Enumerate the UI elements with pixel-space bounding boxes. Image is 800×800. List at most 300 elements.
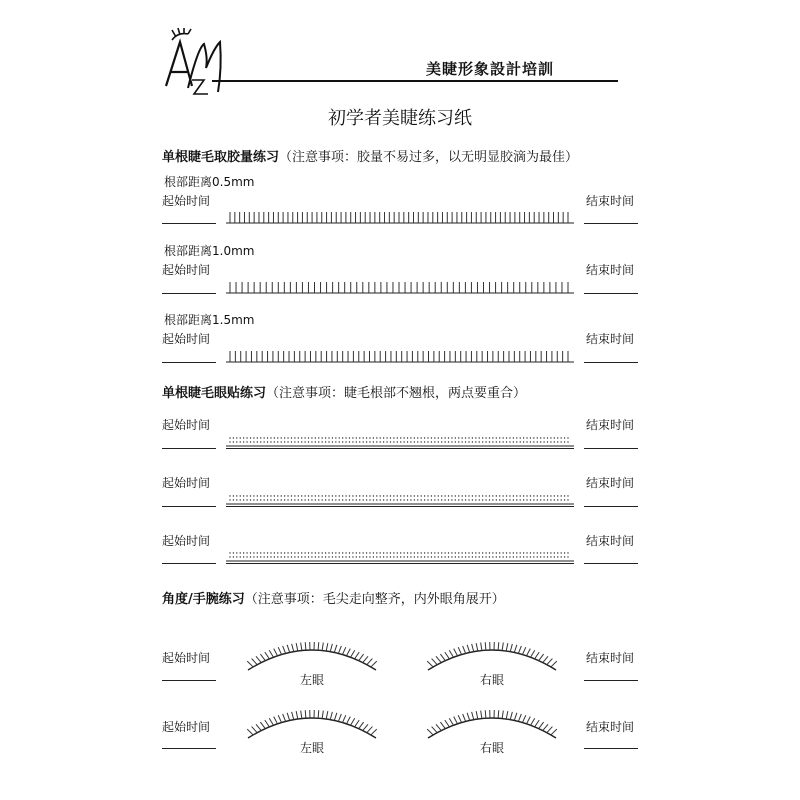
dot-mark (257, 441, 258, 442)
dot-mark (482, 552, 483, 553)
dot-mark (318, 556, 319, 557)
header-divider (212, 80, 618, 82)
eye-lash-mark (367, 659, 373, 665)
dot-mark (560, 495, 561, 496)
dot-mark (345, 495, 346, 496)
eye-lash-mark (371, 661, 377, 667)
dot-mark (417, 499, 418, 500)
eye-lash-mark (274, 649, 278, 656)
dot-mark (417, 437, 418, 438)
dot-mark (407, 499, 408, 500)
dot-mark (260, 441, 261, 442)
dot-mark (229, 552, 230, 553)
dot-mark (523, 437, 524, 438)
eye-lash-mark (551, 661, 557, 667)
end-time-label: 结束时间 (586, 534, 635, 548)
dot-mark (526, 495, 527, 496)
dot-mark (229, 495, 230, 496)
eye-lash-mark (498, 710, 499, 718)
dot-mark (352, 556, 353, 557)
dot-mark (537, 441, 538, 442)
dot-mark (318, 499, 319, 500)
dot-mark (345, 441, 346, 442)
dot-mark (475, 495, 476, 496)
eye-lash-mark (359, 654, 364, 661)
dot-mark (431, 437, 432, 438)
dot-mark (281, 495, 282, 496)
end-time-blank (584, 748, 638, 749)
dot-mark (240, 495, 241, 496)
dot-mark (547, 552, 548, 553)
dot-mark (400, 552, 401, 553)
start-time-label: 起始时间 (162, 651, 211, 665)
dot-mark (233, 556, 234, 557)
dot-mark (308, 556, 309, 557)
dot-mark (369, 441, 370, 442)
dot-mark (294, 499, 295, 500)
dot-mark (451, 437, 452, 438)
dot-mark (362, 441, 363, 442)
eye-lash-mark (445, 720, 450, 727)
dot-mark (492, 495, 493, 496)
eye-lash-mark (342, 647, 345, 654)
eye-lash-mark (527, 649, 531, 656)
dot-mark (356, 556, 357, 557)
dot-mark (441, 552, 442, 553)
dot-mark (291, 499, 292, 500)
root-distance-label: 根部距离1.5mm (164, 313, 255, 327)
dot-mark (342, 499, 343, 500)
dot-mark (438, 552, 439, 553)
dot-practice-row (226, 551, 576, 565)
dot-mark (434, 556, 435, 557)
dot-mark (520, 499, 521, 500)
dot-mark (407, 556, 408, 557)
dot-mark (444, 441, 445, 442)
dot-mark (540, 556, 541, 557)
dot-mark (369, 437, 370, 438)
eye-lash-mark (292, 644, 294, 652)
dot-mark (287, 495, 288, 496)
dot-mark (492, 441, 493, 442)
eye-lash-mark (265, 720, 270, 727)
dot-mark (301, 441, 302, 442)
dot-mark (321, 556, 322, 557)
dot-mark (274, 552, 275, 553)
dot-mark (284, 441, 285, 442)
dot-mark (506, 495, 507, 496)
dot-mark (270, 495, 271, 496)
dot-mark (328, 499, 329, 500)
dot-mark (455, 441, 456, 442)
eye-lash-mark (454, 717, 458, 724)
dot-mark (537, 552, 538, 553)
dot-mark (332, 441, 333, 442)
dot-mark (366, 552, 367, 553)
dot-mark (567, 556, 568, 557)
dot-mark (448, 499, 449, 500)
dot-mark (431, 495, 432, 496)
dot-mark (294, 437, 295, 438)
dot-mark (537, 556, 538, 557)
eye-lash-mark (269, 650, 273, 657)
end-time-blank (584, 448, 638, 449)
dot-mark (342, 552, 343, 553)
dot-mark (281, 552, 282, 553)
dot-mark (362, 495, 363, 496)
dot-mark (325, 441, 326, 442)
dot-mark (291, 556, 292, 557)
dot-mark (376, 556, 377, 557)
dot-mark (420, 499, 421, 500)
start-time-label: 起始时间 (162, 194, 211, 208)
end-time-label: 结束时间 (586, 720, 635, 734)
end-time-label: 结束时间 (586, 651, 635, 665)
eye-lash-mark (514, 645, 517, 653)
dot-mark (543, 441, 544, 442)
eye-lash-mark (287, 713, 290, 721)
dot-mark (550, 499, 551, 500)
dot-mark (250, 499, 251, 500)
dot-mark (308, 495, 309, 496)
dot-mark (376, 437, 377, 438)
dot-mark (380, 441, 381, 442)
dot-mark (513, 499, 514, 500)
dot-mark (229, 499, 230, 500)
dot-mark (366, 437, 367, 438)
dot-mark (451, 556, 452, 557)
end-time-blank (584, 563, 638, 564)
dot-mark (386, 499, 387, 500)
dot-mark (294, 552, 295, 553)
dot-mark (304, 495, 305, 496)
eye-lash-mark (522, 647, 525, 654)
end-time-blank (584, 362, 638, 363)
dot-mark (393, 499, 394, 500)
dot-mark (281, 437, 282, 438)
start-time-blank (162, 563, 216, 564)
dot-mark (523, 499, 524, 500)
dot-mark (400, 499, 401, 500)
dot-mark (304, 499, 305, 500)
dot-mark (540, 499, 541, 500)
dot-mark (383, 437, 384, 438)
dot-mark (366, 441, 367, 442)
dot-mark (465, 437, 466, 438)
dot-mark (274, 441, 275, 442)
dot-mark (540, 552, 541, 553)
dot-mark (386, 556, 387, 557)
root-distance-label: 根部距离0.5mm (164, 175, 255, 189)
dot-mark (530, 556, 531, 557)
dot-mark (468, 437, 469, 438)
dot-mark (345, 499, 346, 500)
dot-mark (376, 499, 377, 500)
dot-mark (475, 552, 476, 553)
eye-lash-mark (347, 649, 351, 656)
dot-mark (496, 499, 497, 500)
dot-mark (321, 499, 322, 500)
eye-lash-mark (256, 724, 261, 730)
dot-mark (496, 441, 497, 442)
dot-mark (492, 437, 493, 438)
dot-mark (567, 441, 568, 442)
dot-mark (349, 441, 350, 442)
dot-mark (325, 552, 326, 553)
dot-mark (243, 495, 244, 496)
dot-mark (557, 441, 558, 442)
dot-mark (468, 552, 469, 553)
dot-mark (277, 556, 278, 557)
dot-mark (332, 499, 333, 500)
dot-mark (325, 495, 326, 496)
dot-mark (339, 556, 340, 557)
dot-mark (267, 441, 268, 442)
dot-mark (455, 499, 456, 500)
dot-mark (397, 495, 398, 496)
eye-lash-mark (355, 720, 360, 727)
dot-mark (513, 441, 514, 442)
section-note: （注意事项：胶量不易过多，以无明显胶滴为最佳） (279, 150, 579, 165)
dot-mark (461, 437, 462, 438)
eye-lash-mark (269, 718, 273, 725)
dot-mark (318, 437, 319, 438)
dot-mark (465, 499, 466, 500)
dot-mark (250, 556, 251, 557)
dot-mark (468, 499, 469, 500)
eye-lash-mark (481, 711, 482, 719)
dot-mark (475, 499, 476, 500)
dot-mark (359, 495, 360, 496)
dot-mark (229, 556, 230, 557)
dot-mark (489, 441, 490, 442)
dot-mark (298, 556, 299, 557)
dot-mark (479, 552, 480, 553)
dot-mark (417, 556, 418, 557)
dot-mark (356, 552, 357, 553)
dot-mark (284, 437, 285, 438)
dot-mark (560, 552, 561, 553)
dot-mark (434, 495, 435, 496)
dot-mark (499, 437, 500, 438)
left-eye-lash-arc (244, 704, 380, 744)
dot-mark (356, 495, 357, 496)
dot-mark (308, 441, 309, 442)
dot-mark (270, 441, 271, 442)
dot-mark (444, 495, 445, 496)
eye-lash-mark (351, 718, 355, 725)
dot-mark (547, 499, 548, 500)
eye-lash-mark (485, 710, 486, 718)
dot-mark (410, 556, 411, 557)
eye-lash-mark (338, 714, 341, 721)
dot-mark (301, 495, 302, 496)
eye-lash-mark (476, 643, 478, 651)
dot-mark (482, 499, 483, 500)
dot-mark (516, 556, 517, 557)
dot-mark (229, 441, 230, 442)
dot-mark (564, 437, 565, 438)
dot-mark (373, 499, 374, 500)
left-eye-label: 左眼 (300, 673, 325, 687)
dot-mark (263, 495, 264, 496)
dot-mark (468, 441, 469, 442)
eye-lash-mark (506, 711, 508, 719)
dot-mark (472, 556, 473, 557)
start-time-label: 起始时间 (162, 332, 211, 346)
dot-mark (468, 556, 469, 557)
dot-mark (485, 437, 486, 438)
brand-name: 美睫形象設計培訓 (426, 60, 555, 78)
dot-mark (438, 556, 439, 557)
dot-mark (489, 437, 490, 438)
dot-mark (308, 437, 309, 438)
dot-mark (550, 556, 551, 557)
dot-mark (509, 437, 510, 438)
dot-mark (380, 556, 381, 557)
dot-mark (315, 441, 316, 442)
dot-mark (294, 495, 295, 496)
eye-lash-mark (535, 720, 540, 727)
dot-mark (298, 495, 299, 496)
dot-mark (434, 437, 435, 438)
dot-practice-row (226, 494, 576, 508)
dot-mark (520, 441, 521, 442)
eye-lash-mark (296, 711, 298, 719)
dot-mark (451, 552, 452, 553)
dot-mark (267, 556, 268, 557)
dot-mark (257, 556, 258, 557)
section-heading-text: 角度/手腕练习 (162, 592, 245, 607)
dot-mark (489, 499, 490, 500)
dot-mark (420, 556, 421, 557)
dot-mark (465, 552, 466, 553)
dot-mark (547, 441, 548, 442)
dot-mark (417, 441, 418, 442)
eye-lash-mark (539, 722, 544, 729)
dot-mark (479, 556, 480, 557)
dot-mark (393, 441, 394, 442)
dot-mark (554, 556, 555, 557)
eye-lash-mark (436, 656, 441, 662)
eye-lash-mark (498, 642, 499, 650)
right-eye-lash-arc (424, 704, 560, 744)
dot-mark (284, 556, 285, 557)
dot-mark (520, 437, 521, 438)
dot-mark (233, 499, 234, 500)
dot-mark (414, 495, 415, 496)
dot-mark (373, 495, 374, 496)
eye-lash-mark (427, 729, 433, 735)
eye-lash-mark (481, 643, 482, 651)
eye-lash-mark (326, 711, 328, 719)
start-time-blank (162, 223, 216, 224)
dot-mark (311, 556, 312, 557)
dot-mark (550, 552, 551, 553)
dot-mark (520, 495, 521, 496)
dot-mark (540, 437, 541, 438)
eye-lash-mark (531, 650, 535, 657)
dot-mark (315, 437, 316, 438)
dot-mark (472, 495, 473, 496)
dot-mark (352, 437, 353, 438)
dot-mark (359, 441, 360, 442)
dot-mark (441, 556, 442, 557)
dot-mark (359, 499, 360, 500)
dot-mark (499, 499, 500, 500)
dot-mark (461, 499, 462, 500)
dot-mark (410, 552, 411, 553)
dot-mark (516, 499, 517, 500)
dot-mark (499, 552, 500, 553)
dot-mark (356, 499, 357, 500)
dot-mark (383, 552, 384, 553)
dot-mark (526, 556, 527, 557)
dot-mark (366, 495, 367, 496)
dot-mark (465, 441, 466, 442)
dot-mark (257, 499, 258, 500)
eye-lash-mark (458, 647, 461, 654)
end-time-label: 结束时间 (586, 476, 635, 490)
dot-mark (260, 495, 261, 496)
dot-mark (564, 495, 565, 496)
dot-mark (455, 556, 456, 557)
eye-lash-mark (522, 715, 525, 722)
dot-mark (287, 552, 288, 553)
dot-mark (362, 499, 363, 500)
section-heading-eye-pad (162, 382, 526, 401)
dot-mark (543, 556, 544, 557)
dot-mark (400, 495, 401, 496)
dot-mark (472, 437, 473, 438)
dot-mark (304, 556, 305, 557)
dot-mark (448, 495, 449, 496)
dot-mark (328, 556, 329, 557)
dot-mark (301, 552, 302, 553)
eye-lash-mark (305, 710, 306, 718)
eye-lash-mark (531, 718, 535, 725)
eye-lash-mark (518, 714, 521, 721)
dot-mark (506, 552, 507, 553)
dot-mark (298, 437, 299, 438)
eye-lash-mark (467, 645, 470, 653)
dot-mark (530, 499, 531, 500)
dot-mark (564, 441, 565, 442)
dot-mark (335, 552, 336, 553)
dot-mark (496, 556, 497, 557)
dot-mark (502, 495, 503, 496)
dot-mark (502, 437, 503, 438)
dot-mark (489, 556, 490, 557)
eye-lash-mark (432, 727, 438, 733)
dot-mark (274, 499, 275, 500)
dot-mark (434, 441, 435, 442)
eye-lash-mark (283, 646, 286, 653)
dot-mark (465, 556, 466, 557)
dot-mark (485, 499, 486, 500)
section-note: （注意事项：毛尖走向整齐，内外眼角展开） (244, 592, 505, 607)
eye-lash-mark (347, 717, 351, 724)
dot-mark (339, 441, 340, 442)
eye-lash-mark (287, 645, 290, 653)
dot-mark (492, 556, 493, 557)
dot-mark (263, 499, 264, 500)
left-eye-label: 左眼 (300, 741, 325, 755)
dot-mark (554, 437, 555, 438)
eye-lash-mark (260, 722, 265, 729)
dot-mark (485, 441, 486, 442)
dot-mark (335, 495, 336, 496)
